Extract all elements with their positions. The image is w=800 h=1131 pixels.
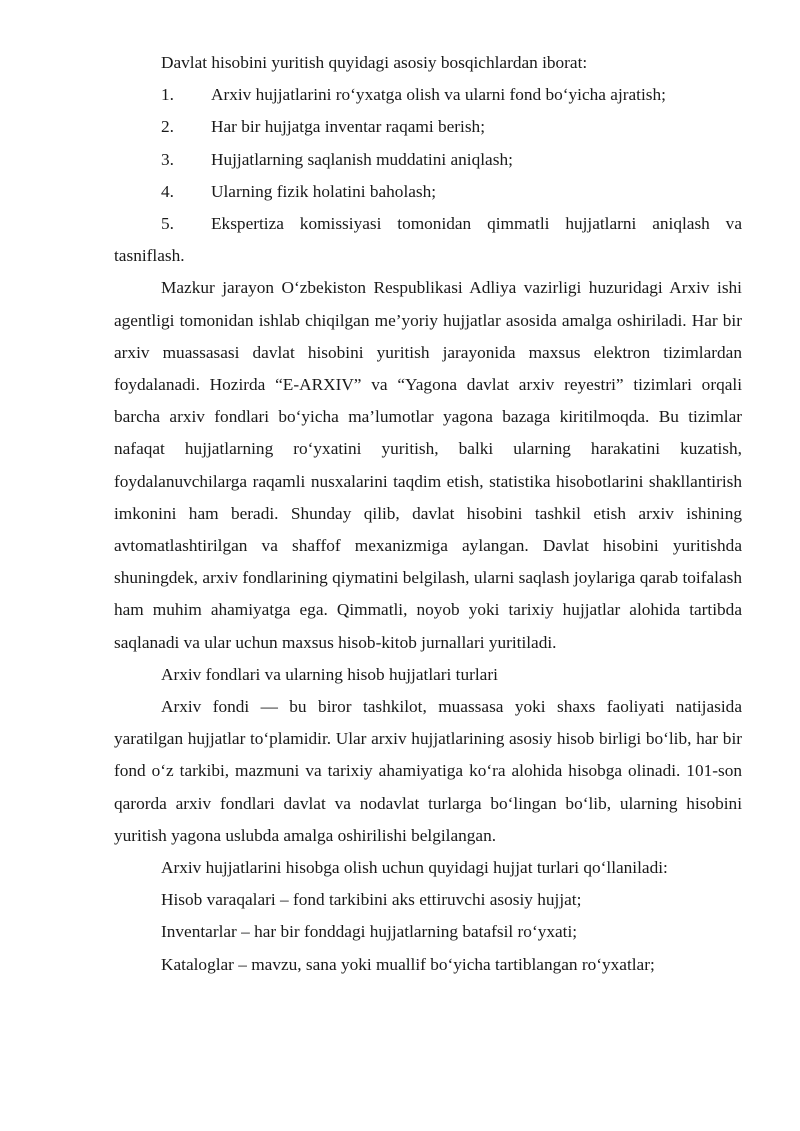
document-page xyxy=(114,47,742,981)
step-text: Hujjatlarning saqlanish muddatini aniqlash; xyxy=(211,149,513,169)
step-text: Har bir hujjatga inventar raqami berish; xyxy=(211,117,486,137)
intro-line: Davlat hisobini yuritish quyidagi asosiy bosqichlardan iborat: xyxy=(161,53,588,72)
step-text: Arxiv hujjatlarini ro‘yxatga olish va ularni fond bo‘yicha ajratish; xyxy=(211,85,666,105)
list-item-inventarlar: Inventarlar – har bir fonddagi hujjatlarning batafsil ro‘yxati; xyxy=(161,922,578,942)
step-item-1 xyxy=(114,79,742,111)
step-number: 1. xyxy=(161,85,174,105)
step-item-2 xyxy=(114,111,742,143)
step-text: Ularning fizik holatini baholash; xyxy=(211,181,437,201)
step-number: 2. xyxy=(161,117,174,137)
body-paragraph-1: Mazkur jarayon O‘zbekiston Respublikasi Adliya vazirligi huzuridagi Arxiv ishi agentligi tomonidan ishlab chiqilgan me’yoriy hujjatlar asosida amalga oshiriladi. Har bir arxiv muassasasi davlat hisobini yuritish jarayonida maxsus elektron tizimlardan foydalanadi. Hozirda “E-ARXIV” va “Yagona davlat arxiv reyestri” tizimlari orqali barcha arxiv fondlari bo‘yicha ma’lumotlar yagona bazaga kiritilmoqda. Bu tizimlar nafaqat hujjatlarning ro‘yxatini yuritish, balki ularning harakatini kuzatish, foydalanuvchilarga raqamli nusxalarini taqdim etish, statistika hisobotlarini shakllantirish imkonini ham beradi. Shunday qilib, davlat hisobini tashkil etish arxiv ishining avtomatlashtirilgan va shaffof mexanizmiga aylangan. Davlat hisobini yuritishda shuningdek, arxiv fondlarining qiymatini belgilash, ularni saqlash joylariga qarab toifalash ham muhim ahamiyatga ega. Qimmatli, noyob yoki tarixiy hujjatlar alohida tartibda saqlanadi va ular uchun maxsus hisob-kitob jurnallari yuritiladi. xyxy=(114,278,742,652)
step-item-4 xyxy=(114,176,742,208)
body-paragraph-2: Arxiv fondi — bu biror tashkilot, muassasa yoki shaxs faoliyati natijasida yaratilgan hujjatlar to‘plamidir. Ular arxiv hujjatlarining asosiy hisob birligi bo‘lib, har bir fond o‘z tarkibi, mazmuni va tarixiy ahamiyatiga ko‘ra alohida hisobga olinadi. 101-son qarorda arxiv fondlari davlat va nodavlat turlarga bo‘lingan bo‘lib, ularning hisobini yuritish yagona uslubda amalga oshirilishi belgilangan. xyxy=(114,697,742,845)
step-item-3 xyxy=(114,144,742,176)
list-item-kataloglar: Kataloglar – mavzu, sana yoki muallif bo‘yicha tartiblangan ro‘yxatlar; xyxy=(161,954,655,974)
step-number: 4. xyxy=(161,181,174,201)
step-number: 5. xyxy=(161,214,174,234)
list-item-hisob-varaqalari: Hisob varaqalari – fond tarkibini aks ettiruvchi asosiy hujjat; xyxy=(161,890,582,910)
body-paragraph-3: Arxiv hujjatlarini hisobga olish uchun quyidagi hujjat turlari qo‘llaniladi: xyxy=(161,858,668,878)
step-text: Ekspertiza komissiyasi tomonidan qimmatli hujjatlarni aniqlash va tasniflash. xyxy=(114,214,742,266)
step-item-5 xyxy=(114,208,742,272)
step-number: 3. xyxy=(161,149,174,169)
section-subheading: Arxiv fondlari va ularning hisob hujjatlari turlari xyxy=(161,664,498,684)
